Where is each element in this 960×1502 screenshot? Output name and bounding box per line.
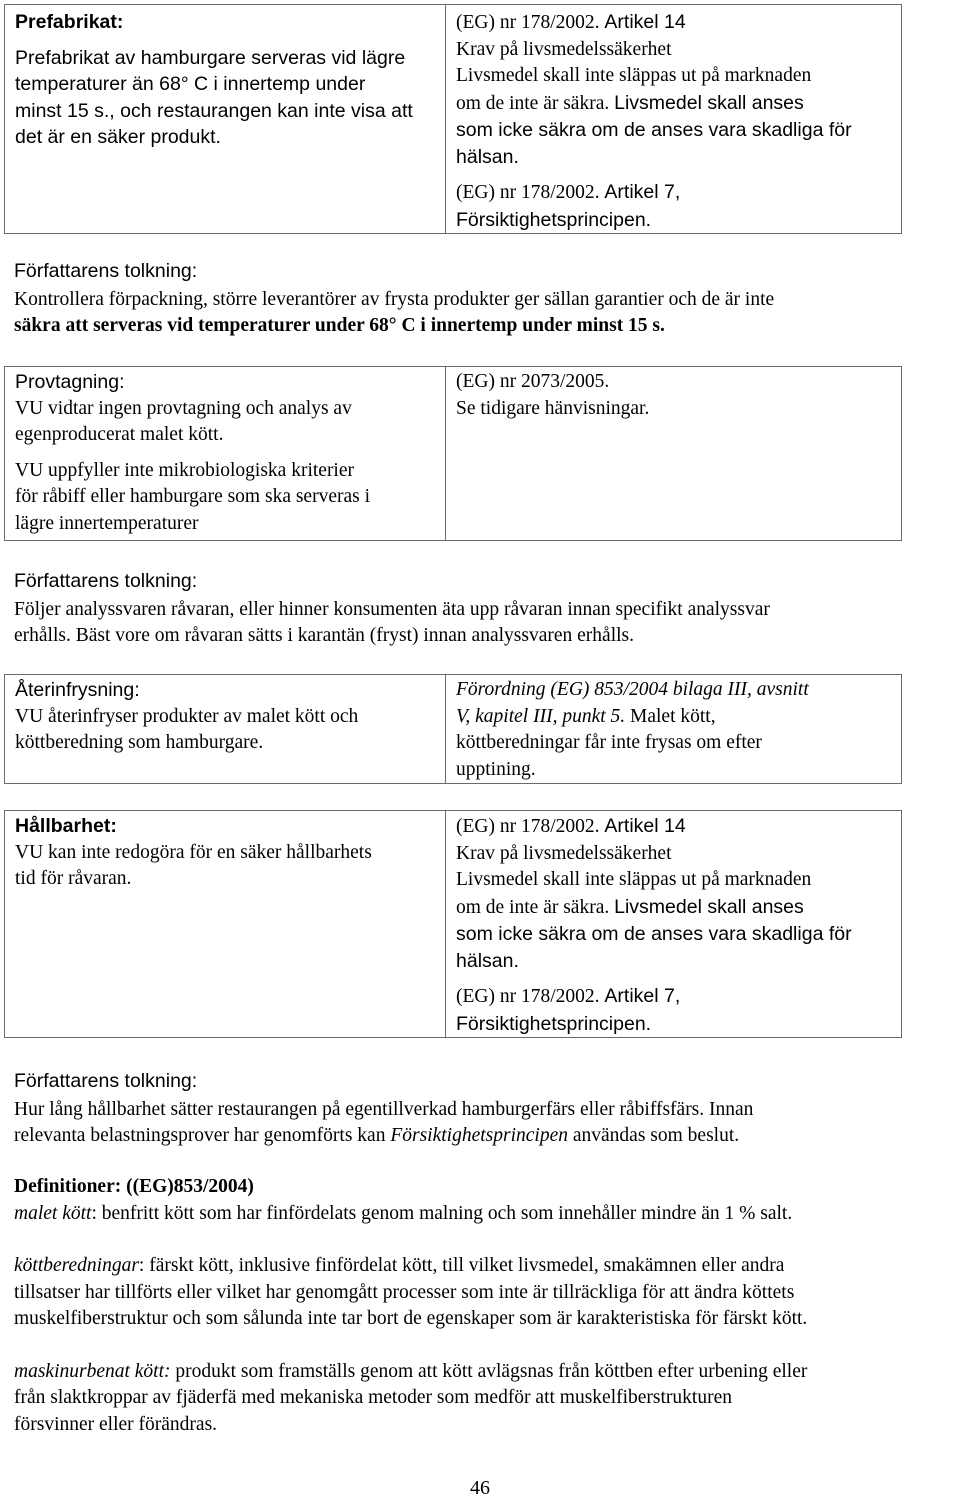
reference-line: Försiktighetsprincipen. (456, 208, 652, 231)
hallbarhet-cell (5, 811, 446, 1038)
interpretation-label: Författarens tolkning: (14, 570, 198, 592)
prefabrikat-reference-cell (446, 5, 902, 234)
provtagning-line-4: för råbiff eller hamburgare som ska serveras i (15, 486, 371, 507)
prefabrikat-heading: Prefabrikat: (15, 11, 124, 33)
hallbarhet-heading: Hållbarhet: (15, 815, 117, 837)
provtagning-line-3: VU uppfyller inte mikrobiologiska kriterier (15, 459, 355, 481)
interpretation-line: erhålls. Bäst vore om råvaran sätts i karantän (fryst) innan analyssvaren erhålls. (14, 625, 634, 646)
prefabrikat-table (4, 4, 902, 234)
hallbarhet-table (4, 810, 902, 1038)
aterinfrysning-cell (5, 675, 446, 784)
provtagning-line-2: egenproducerat malet kött. (15, 424, 224, 445)
reference-line: (EG) nr 178/2002. Artikel 7, (456, 181, 681, 203)
interpretation-label: Författarens tolkning: (14, 260, 198, 282)
reference-line: (EG) nr 178/2002. Artikel 14 (456, 815, 686, 837)
prefabrikat-cell (5, 5, 446, 234)
reference-line: Förordning (EG) 853/2004 bilaga III, avsnitt (456, 679, 809, 700)
hallbarhet-line-2: tid för råvaran. (15, 868, 132, 889)
provtagning-reference-cell (446, 367, 902, 541)
aterinfrysning-reference-cell (446, 675, 902, 784)
provtagning-cell (5, 367, 446, 541)
reference-line: om de inte är säkra. Livsmedel skall anses (456, 895, 804, 918)
reference-line: V, kapitel III, punkt 5. Malet kött, (456, 705, 716, 727)
prefabrikat-line-1: Prefabrikat av hamburgare serveras vid lägre (15, 46, 406, 69)
interpretation-label: Författarens tolkning: (14, 1070, 198, 1092)
reference-line: Livsmedel skall inte släppas ut på marknaden (456, 869, 812, 890)
reference-line: om de inte är säkra. Livsmedel skall anses (456, 91, 804, 114)
interpretation-line: relevanta belastningsprover har genomförts kan Försiktighetsprincipen användas som beslut. (14, 1125, 740, 1146)
aterinfrysning-heading: Återinfrysning: (15, 679, 140, 701)
prefabrikat-line-2: temperaturer än 68° C i innertemp under (15, 73, 366, 95)
reference-line: Försiktighetsprincipen. (456, 1012, 652, 1035)
reference-line: som icke säkra om de anses vara skadliga för (456, 923, 852, 945)
aterinfrysning-table (4, 674, 902, 784)
prefabrikat-line-4: det är en säker produkt. (15, 126, 221, 148)
hallbarhet-line-1: VU kan inte redogöra för en säker hållbarhets (15, 841, 372, 863)
provtagning-table (4, 366, 902, 541)
definition-malet-kott: malet kött: benfritt kött som har finfördelats genom malning och som innehåller mindre än 1 % salt. (14, 1202, 793, 1224)
reference-line: (EG) nr 2073/2005. (456, 371, 610, 392)
author-interpretation-3 (14, 1068, 949, 1150)
aterinfrysning-line-2: köttberedning som hamburgare. (15, 732, 264, 753)
definition-maskinurbenat-kott: maskinurbenat kött: produkt som framställs genom att kött avlägsnas från köttben efter urbening eller från slaktkroppar av fjäderfä med mekaniska metoder som medför att muskelfiberstrukturen försvinner eller förändras. (14, 1360, 808, 1435)
reference-line: som icke säkra om de anses vara skadliga för (456, 119, 852, 141)
reference-line: upptining. (456, 758, 536, 780)
definitions-section (14, 1174, 949, 1438)
provtagning-line-1: VU vidtar ingen provtagning och analys av (15, 397, 352, 419)
reference-line: (EG) nr 178/2002. Artikel 14 (456, 11, 686, 33)
provtagning-line-5: lägre innertemperaturer (15, 512, 199, 534)
reference-line: (EG) nr 178/2002. Artikel 7, (456, 985, 681, 1007)
reference-line: hälsan. (456, 145, 519, 168)
author-interpretation-1 (14, 258, 949, 340)
interpretation-line: Kontrollera förpackning, större leverantörer av frysta produkter ger sällan garantier och de är inte (14, 288, 775, 310)
author-interpretation-2 (14, 568, 949, 650)
reference-line: köttberedningar får inte frysas om efter (456, 732, 762, 753)
reference-line: hälsan. (456, 949, 519, 972)
hallbarhet-reference-cell (446, 811, 902, 1038)
interpretation-line: Hur lång hållbarhet sätter restaurangen på egentillverkad hamburgerfärs eller råbiffsfärs. Innan (14, 1098, 754, 1120)
interpretation-line: säkra att serveras vid temperaturer under 68° C i innertemp under minst 15 s. (14, 315, 665, 336)
reference-line: Krav på livsmedelssäkerhet (456, 38, 672, 60)
reference-line: Livsmedel skall inte släppas ut på marknaden (456, 65, 812, 86)
page-number: 46 (470, 1477, 490, 1499)
provtagning-heading: Provtagning: (15, 371, 125, 393)
reference-line: Krav på livsmedelssäkerhet (456, 842, 672, 864)
definition-kottberedningar: köttberedningar: färskt kött, inklusive finfördelat kött, till vilket livsmedel, smakämnen eller andra tillsatser har tillförts eller vilket har genomgått processer som inte är tillräckliga för att ändra köttets muskelfiberstruktur och som sålunda inte tar bort de egenskaper som är karakteristiska för färskt kött. (14, 1255, 808, 1329)
definitions-heading: Definitioner: ((EG)853/2004) (14, 1176, 254, 1197)
aterinfrysning-line-1: VU återinfryser produkter av malet kött och (15, 705, 359, 727)
interpretation-line: Följer analyssvaren råvaran, eller hinner konsumenten äta upp råvaran innan specifikt analyssvar (14, 598, 770, 620)
prefabrikat-line-3: minst 15 s., och restaurangen kan inte visa att (15, 99, 413, 122)
reference-line: Se tidigare hänvisningar. (456, 397, 650, 419)
